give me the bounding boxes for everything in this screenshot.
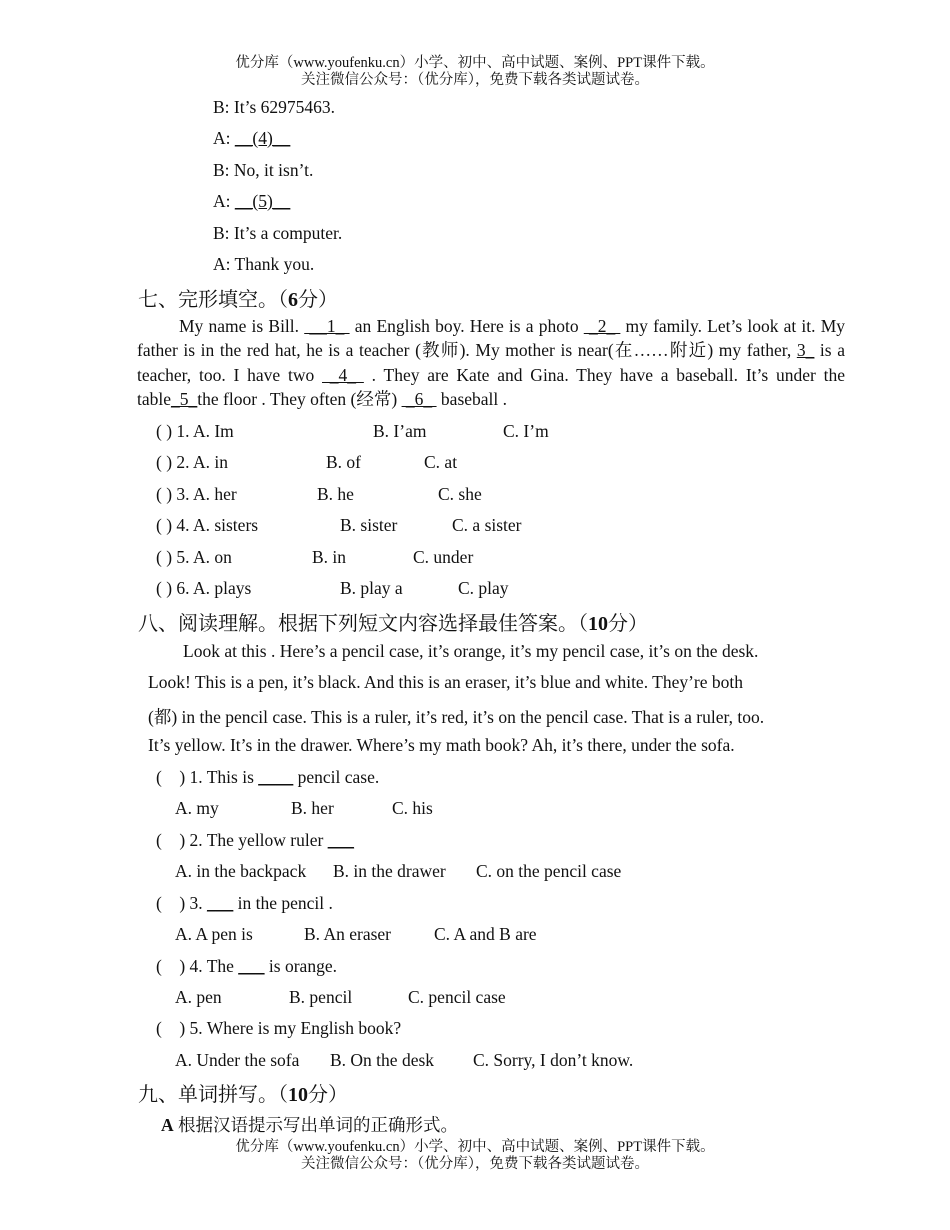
reading-question[interactable]: ( ) 5. Where is my English book? bbox=[156, 1018, 402, 1038]
cloze-blank-2: _2_ bbox=[583, 316, 621, 336]
reading-passage-line: Look! This is a pen, it’s black. And this is an eraser, it’s blue and white. They’re both bbox=[148, 672, 743, 692]
reading-passage-line: (都) in the pencil case. This is a ruler, it’s red, it’s on the pencil case. That is a ruler, too. bbox=[148, 707, 765, 727]
dialogue-line: A: __(5)__ bbox=[213, 191, 291, 211]
blank-5[interactable]: __(5)__ bbox=[234, 191, 291, 211]
page-footer-line2: 关注微信公众号：（优分库），免费下载各类试题试卷。 bbox=[301, 1156, 649, 1172]
page-header-line2: 关注微信公众号：（优分库），免费下载各类试题试卷。 bbox=[301, 72, 649, 88]
section-7-title: 七、完形填空。（6分） bbox=[138, 289, 338, 311]
cloze-blank-1: __1_ bbox=[304, 316, 350, 336]
reading-passage-line: Look at this . Here’s a pencil case, it’s orange, it’s my pencil case, it’s on the desk. bbox=[148, 641, 759, 661]
cloze-blank-6: _6_ bbox=[401, 388, 437, 409]
reading-question[interactable]: ( ) 1. This is ____ pencil case. bbox=[156, 767, 380, 787]
dialogue-line: B: It’s 62975463. bbox=[213, 97, 336, 117]
cloze-blank-3: 3_ bbox=[796, 340, 815, 361]
dialogue-line: A: __(4)__ bbox=[213, 128, 291, 148]
blank-4[interactable]: __(4)__ bbox=[234, 128, 291, 148]
reading-passage-line: It’s yellow. It’s in the drawer. Where’s my math book? Ah, it’s there, under the sofa. bbox=[148, 735, 735, 755]
dialogue-line: B: No, it isn’t. bbox=[213, 160, 314, 180]
reading-question[interactable]: ( ) 3. ___ in the pencil . bbox=[156, 893, 333, 913]
section-9-subtitle: A 根据汉语提示写出单词的正确形式。 bbox=[161, 1115, 459, 1135]
dialogue-line: B: It’s a computer. bbox=[213, 223, 343, 243]
reading-question[interactable]: ( ) 2. The yellow ruler ___ bbox=[156, 830, 354, 850]
section-9-title: 九、单词拼写。（10分） bbox=[138, 1084, 348, 1106]
page-footer-line1: 优分库（www.youfenku.cn）小学、初中、高中试题、案例、PPT课件下载。 bbox=[235, 1139, 715, 1155]
dialogue-line: A: Thank you. bbox=[213, 254, 315, 274]
reading-question[interactable]: ( ) 4. The ___ is orange. bbox=[156, 956, 337, 976]
cloze-blank-4: _4_ bbox=[322, 364, 364, 385]
cloze-blank-5: _5_ bbox=[171, 388, 198, 409]
section-8-title: 八、阅读理解。根据下列短文内容选择最佳答案。（10分） bbox=[138, 613, 648, 635]
page-header-line1: 优分库（www.youfenku.cn）小学、初中、高中试题、案例、PPT课件下载。 bbox=[235, 55, 715, 71]
cloze-passage: My name is Bill. __1_ an English boy. Here is a photo _2_ my family. Let’s look at it. My father is in the red hat, he is a teacher (教师). My mother is near(在……附近) my father, 3_ is a teacher, too. I have two _4_ . They are Kate and Gina. They have a baseball. It’s under the table_5_the floor . They often (经常) _6_ baseball . bbox=[137, 316, 846, 409]
